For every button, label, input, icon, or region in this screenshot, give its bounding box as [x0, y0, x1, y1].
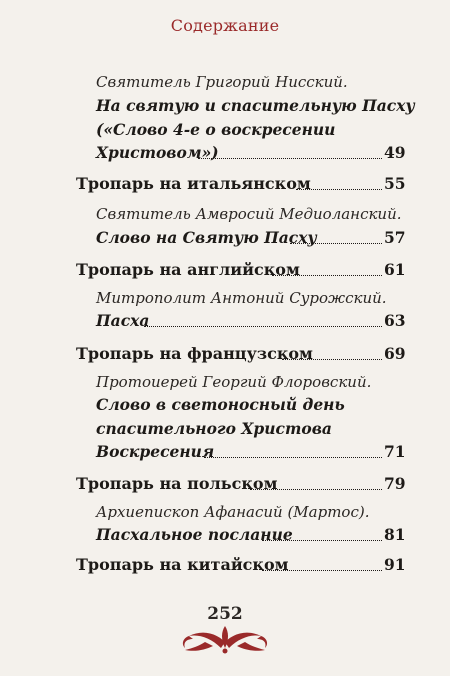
dot-leader: [272, 275, 382, 276]
dot-leader: [250, 489, 382, 490]
toc-author: Протоиерей Георгий Флоровский.: [96, 373, 372, 391]
toc-entry-title: Тропарь на польском: [76, 474, 278, 493]
toc-page-number: 71: [384, 442, 406, 461]
toc-entry-title-line: Христовом»): [96, 143, 219, 162]
toc-entry-title-line: Слово в светоносный день: [96, 395, 345, 414]
toc-author: Митрополит Антоний Сурожский.: [96, 289, 387, 307]
toc-entry-title: Тропарь на французском: [76, 344, 313, 363]
toc-author: Святитель Амвросий Медиоланский.: [96, 205, 402, 223]
toc-entry-title-line: спасительного Христова: [96, 419, 332, 438]
toc-page-number: 55: [384, 174, 406, 193]
toc-entry-title: Тропарь на итальянском: [76, 174, 311, 193]
toc-entry-title-line: («Слово 4-е о воскресении: [96, 120, 336, 139]
dot-leader: [204, 457, 382, 458]
toc-author: Архиепископ Афанасий (Мартос).: [96, 503, 370, 521]
toc-page-number: 63: [384, 311, 406, 330]
toc-entry-title: Тропарь на китайском: [76, 555, 289, 574]
toc-page-number: 79: [384, 474, 406, 493]
dot-leader: [282, 359, 382, 360]
toc-entry-title-line: Воскресения: [96, 442, 215, 461]
toc-page-number: 49: [384, 143, 406, 162]
toc-entry-title-line: Слово на Святую Пасху: [96, 228, 317, 247]
toc-page-number: 57: [384, 228, 406, 247]
dot-leader: [198, 158, 382, 159]
toc-entry-title: Тропарь на английском: [76, 260, 300, 279]
floral-ornament-icon: [175, 618, 275, 658]
dot-leader: [262, 540, 382, 541]
toc-entry-title-line: Пасха: [96, 311, 150, 330]
toc-page-number: 81: [384, 525, 406, 544]
toc-page-number: 61: [384, 260, 406, 279]
dot-leader: [262, 570, 382, 571]
dot-leader: [296, 189, 382, 190]
toc-author: Святитель Григорий Нисский.: [96, 73, 348, 91]
toc-page-number: 91: [384, 555, 406, 574]
dot-leader: [144, 326, 382, 327]
toc-page-number: 69: [384, 344, 406, 363]
toc-entry-title-line: Пасхальное послание: [96, 525, 293, 544]
page-title: Содержание: [170, 16, 280, 35]
dot-leader: [290, 243, 382, 244]
toc-entry-title-line: На святую и спасительную Пасху: [96, 96, 415, 115]
page-number: 252: [207, 604, 243, 624]
